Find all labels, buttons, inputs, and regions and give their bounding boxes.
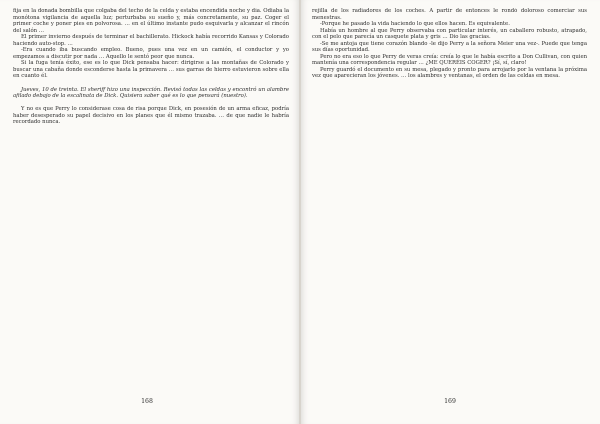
right-page-text bbox=[312, 8, 587, 390]
paragraph: Había un hombre al que Perry observaba con particular interés, un caballero robusto, atrapado, con el pelo que parecía un casquete plata y gris … Dio las gracias. bbox=[312, 27, 587, 41]
paragraph: fija en la donada bombilla que colgaba del techo de la celda y estaba encendida noche y día. Odiaba la monótona vigilancia de aquella luz; perturbaba su sueño y, más concretamente, su paz. Coger el primer coche y poner pies en polvorosa. … en el último instante pudo esquivarla y alcanzar el rincón del salón … bbox=[13, 8, 289, 34]
left-page-text bbox=[13, 8, 289, 390]
left-page bbox=[0, 0, 299, 424]
paragraph: Si la fuga tenía éxito, ese es lo que Dick pensaba hacer: dirigirse a las montañas de Colorado y buscar una cabaña donde esconderse hasta la primavera … sus garras de hierro estuvieron sobre ella en cuanto él. bbox=[13, 60, 289, 80]
right-page bbox=[301, 0, 600, 424]
paragraph: rejilla de los radiadores de los coches. A partir de entonces le rondó doloroso comerciar sus menestras. bbox=[312, 8, 587, 21]
paragraph: El primer invierno después de terminar el bachillerato. Hickock había recorrido Kansas y Colorado haciendo auto-stop. … bbox=[13, 34, 289, 47]
italic-diary-entry: Jueves, 10 de treinta. El sheriff hizo una inspección. Revisó todas las celdas y encontró un alambre afilado debajo de la escalinata de Dick. Quisiera saber qué es lo que pensará (nuestro). bbox=[13, 86, 289, 100]
page-number-right: 169 bbox=[444, 398, 456, 405]
paragraph: Y no es que Perry lo considerase cosa de risa porque Dick, en posesión de un arma eficaz, podría haber desesperado su papel decisivo en los planes que él mismo trazaba. … de que nadie le habría recordado nunca. bbox=[13, 106, 289, 126]
paragraph: -Se me antoja que tiene corazón blando -le dijo Perry a la señora Meier una vez-. Puede que tenga sus días oportunidad. bbox=[312, 40, 587, 54]
page-number-left: 168 bbox=[141, 398, 153, 405]
paragraph: -Porque he pasado la vida haciendo lo que ellos hacen. Es equivalente. bbox=[320, 21, 510, 28]
paragraph: -Era cuando iba buscando empleo. Bueno, pues una vez en un camión, el conductor y yo empezamos a discutir por nada … Aquello le sentó peor que nunca. bbox=[13, 47, 289, 60]
paragraph: Perry guardó el documento en su mesa, plegado y pronto para arrojarlo por la ventana la próxima vez que aparecieran los jóvenes. … los alambres y ventanas, el orden de las celdas en mesa. bbox=[312, 66, 587, 80]
paragraph: Pero no era eso lo que Perry de veras creía: creía lo que le había escrito a Don Cullivan, con quien mantenía una correspondencia regular … ¿ME QUERÉIS COGER? ¡Sí, sí, claro! bbox=[312, 53, 587, 67]
